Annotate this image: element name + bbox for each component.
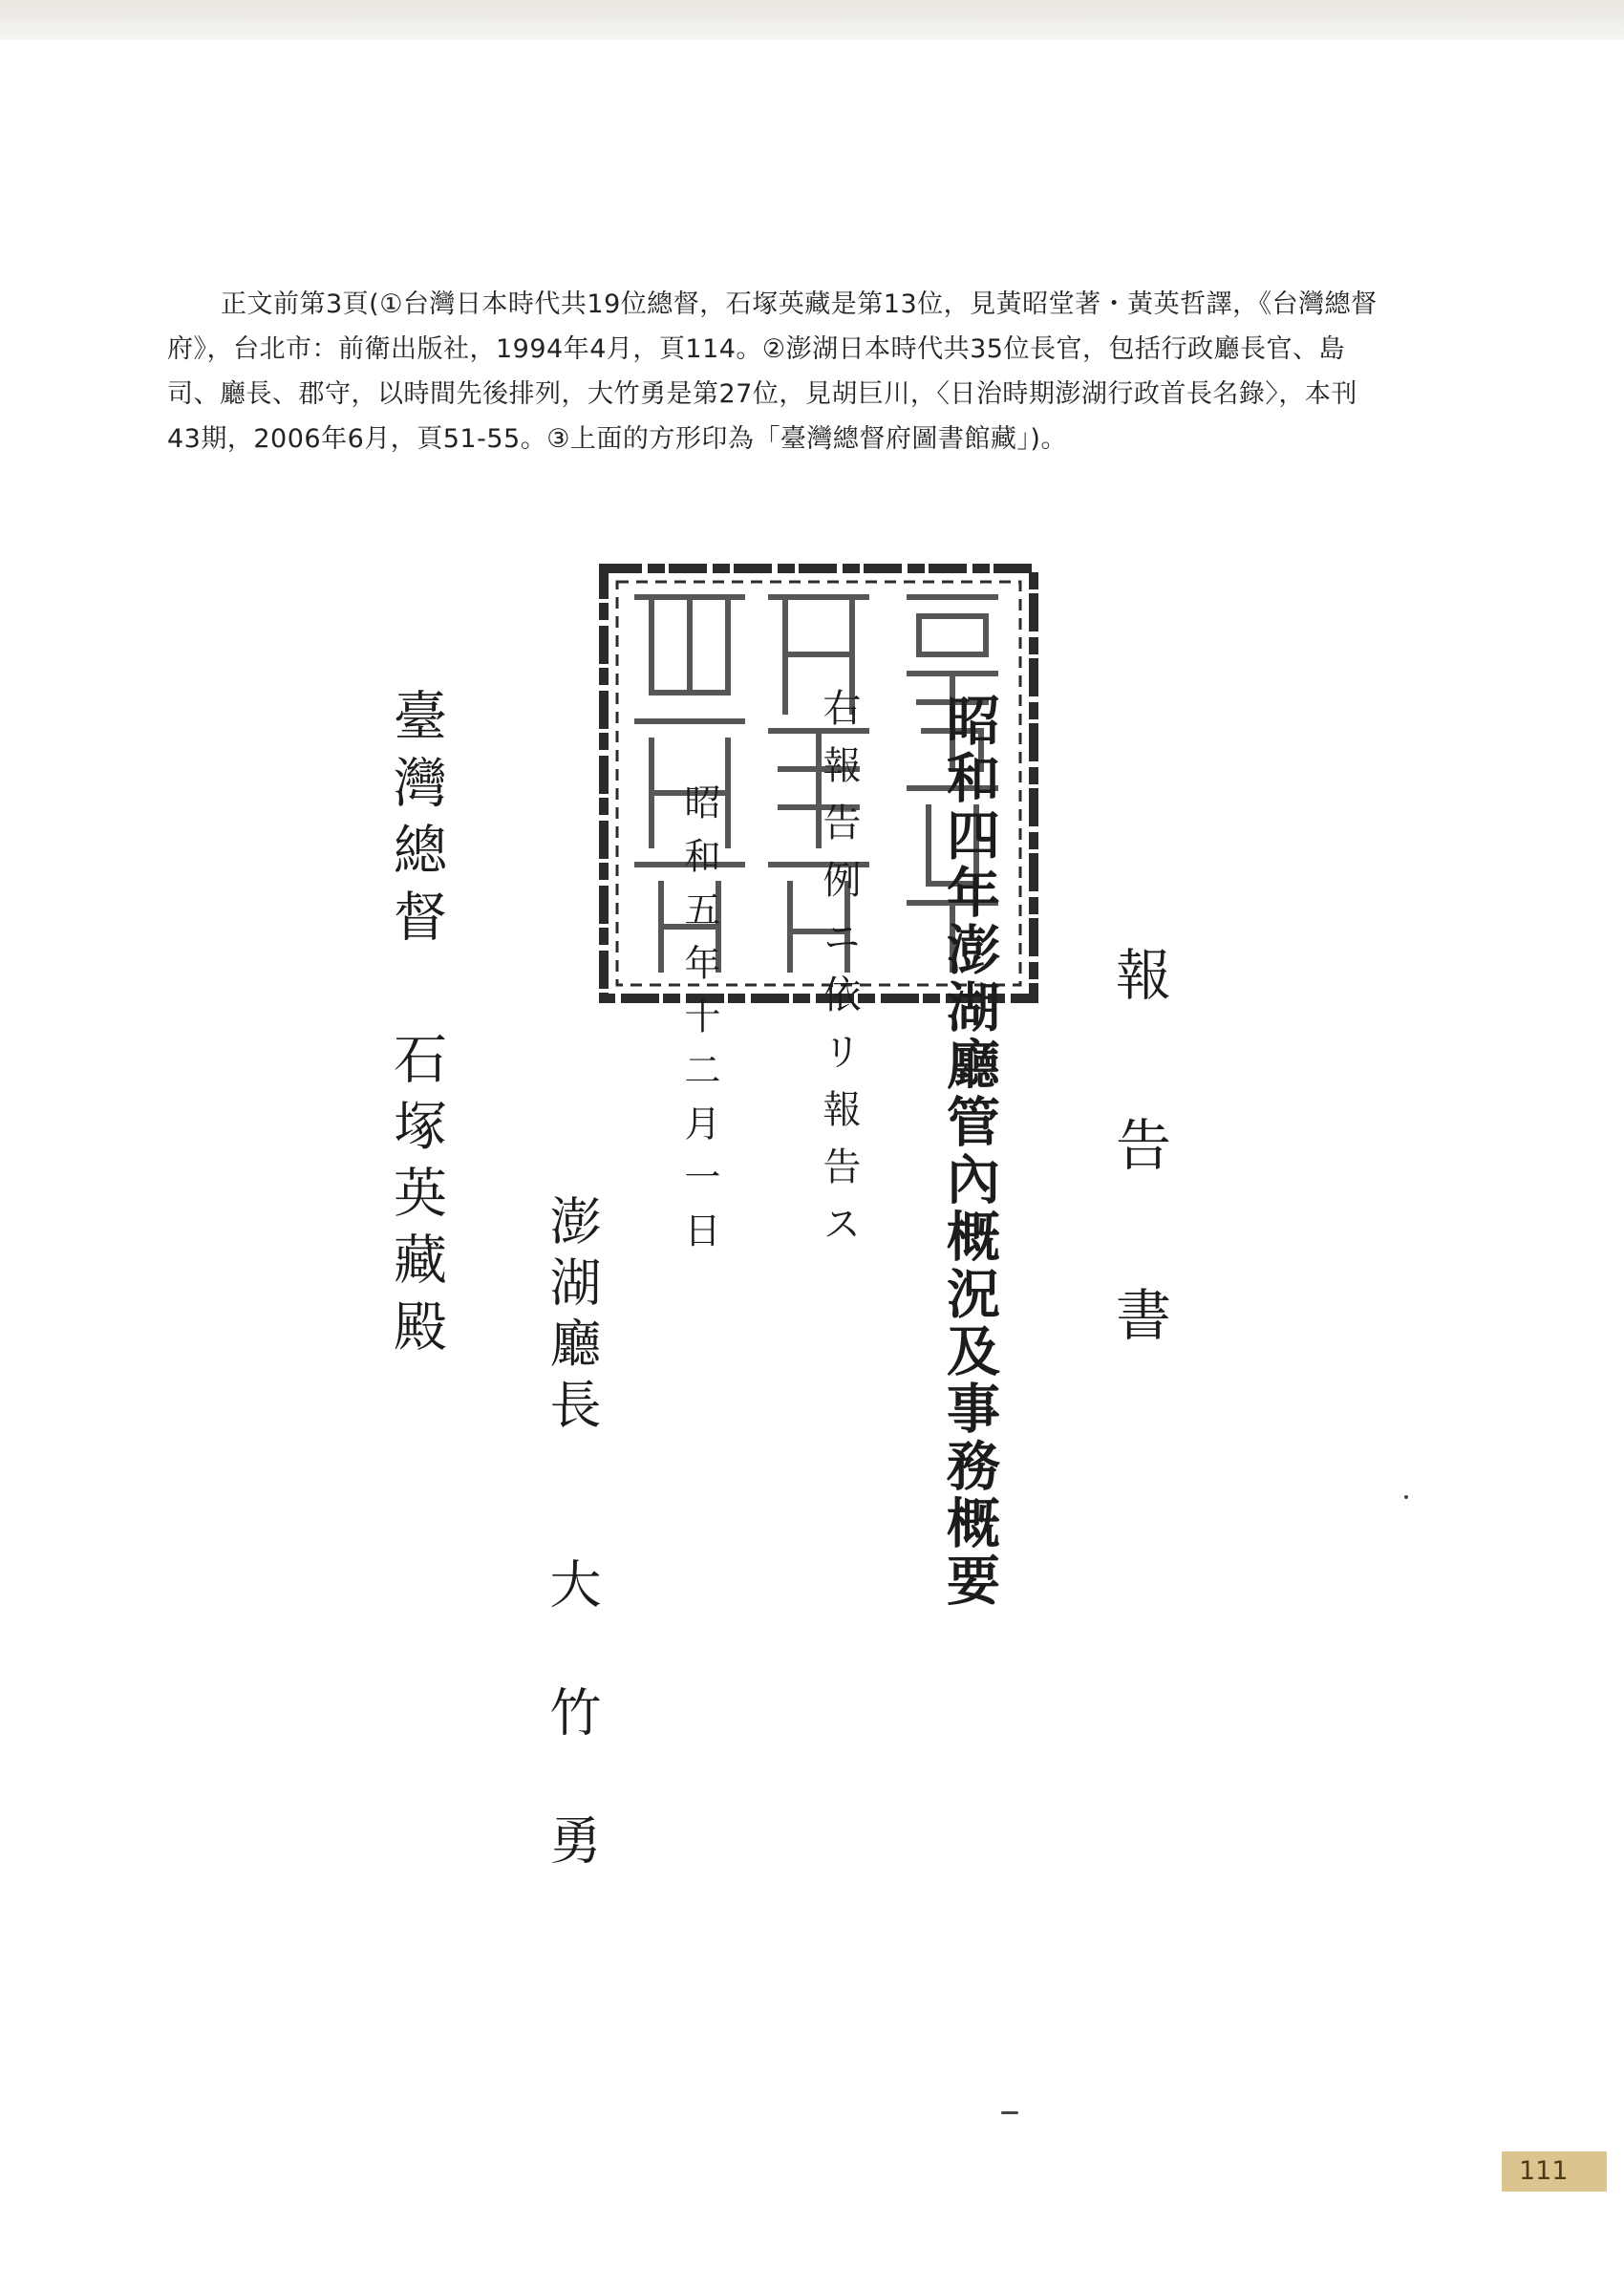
report-date: 昭和五年十二月一日 <box>678 783 720 1265</box>
scan-speck <box>1404 1495 1408 1499</box>
scan-top-shadow <box>0 0 1624 40</box>
official-name: 大竹勇 <box>542 1557 602 1941</box>
report-title: 昭和四年澎湖廳管內概況及事務概要 <box>938 693 1001 1610</box>
recipient: 臺灣總督 石塚英藏殿 <box>385 688 447 1365</box>
report-heading: 報告書 <box>1106 946 1171 1456</box>
page-number: 111 <box>1502 2151 1607 2192</box>
official-title: 澎湖廳長 <box>542 1194 602 1439</box>
scan-speck <box>1001 2111 1018 2114</box>
caption-paragraph: 正文前第3頁(①台灣日本時代共19位總督，石塚英藏是第13位，見黃昭堂著・黃英哲譯，《台灣總督府》，台北市：前衛出版社，1994年4月，頁114。②澎湖日本時代共35位長官，包括行政廳長官、島司、廳長、郡守，以時間先後排列，大竹勇是第27位，見胡巨川，〈日治時期澎湖行政首長名錄〉，本刊43期，2006年6月，頁51-55。③上面的方形印為「臺灣總督府圖書館藏」)。 <box>167 289 1378 454</box>
report-statement: 右報告例ニ依リ報告ス <box>817 688 861 1261</box>
